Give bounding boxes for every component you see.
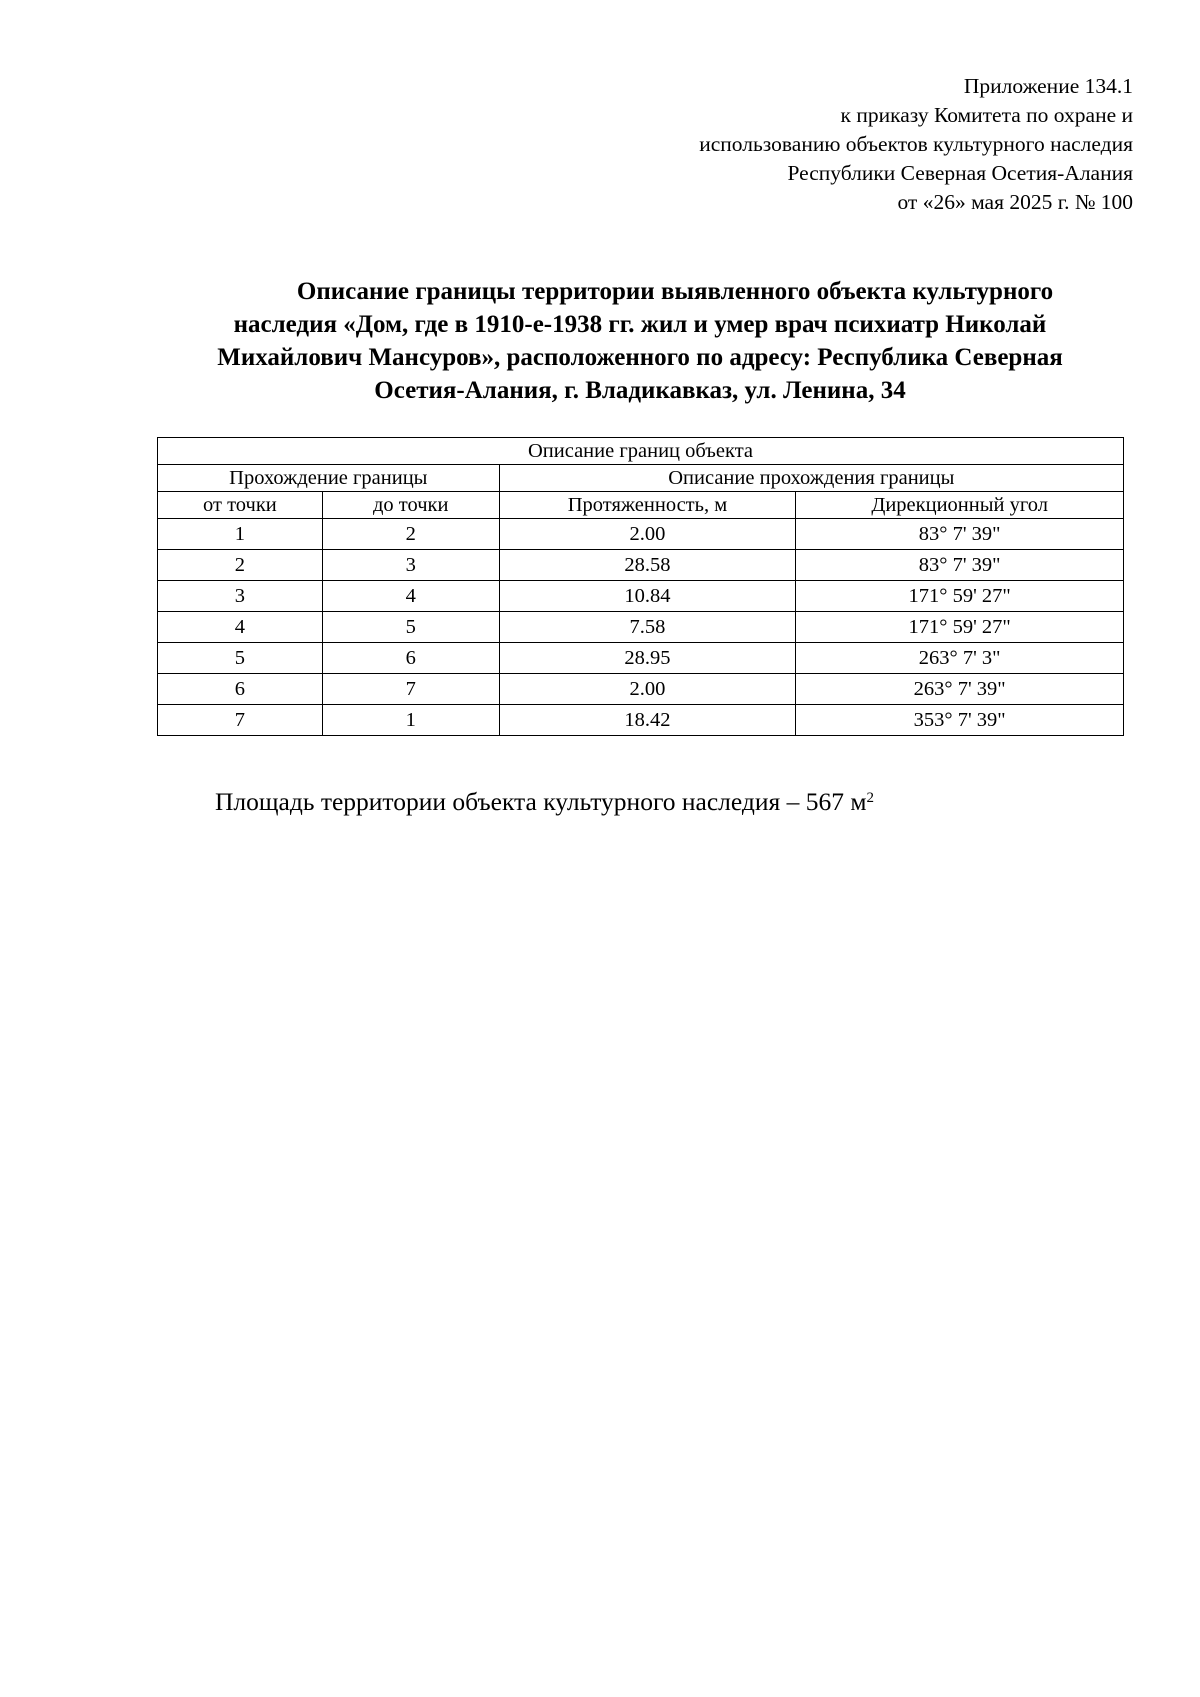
cell-from: 6 [158, 674, 323, 705]
appendix-header [699, 72, 1133, 217]
title-line: Осетия-Алания, г. Владикавказ, ул. Ленина, 34 [374, 377, 906, 404]
appendix-header-line: к приказу Комитета по охране и [840, 103, 1133, 127]
cell-from: 2 [158, 550, 323, 581]
group-header-description: Описание прохождения границы [499, 465, 1123, 492]
appendix-header-line: от «26» мая 2025 г. № 100 [897, 190, 1133, 214]
table-caption: Описание границ объекта [158, 438, 1124, 465]
table-row [158, 519, 1124, 550]
table-group-header-row [158, 465, 1124, 492]
cell-length: 28.58 [499, 550, 796, 581]
cell-angle: 83° 7' 39" [796, 519, 1124, 550]
boundary-table [157, 437, 1124, 736]
table-column-header-row [158, 492, 1124, 519]
column-header-angle: Дирекционный угол [796, 492, 1124, 519]
appendix-header-line: Республики Северная Осетия-Алания [787, 161, 1133, 185]
cell-angle: 263° 7' 39" [796, 674, 1124, 705]
cell-angle: 171° 59' 27" [796, 581, 1124, 612]
document-title [150, 275, 1130, 407]
cell-angle: 171° 59' 27" [796, 612, 1124, 643]
appendix-header-line: Приложение 134.1 [963, 74, 1133, 98]
cell-angle: 263° 7' 3" [796, 643, 1124, 674]
cell-angle: 353° 7' 39" [796, 705, 1124, 736]
area-unit-superscript: 2 [866, 790, 874, 806]
cell-from: 7 [158, 705, 323, 736]
table-row [158, 643, 1124, 674]
cell-from: 4 [158, 612, 323, 643]
column-header-length: Протяженность, м [499, 492, 796, 519]
cell-to: 5 [322, 612, 499, 643]
cell-length: 7.58 [499, 612, 796, 643]
cell-to: 6 [322, 643, 499, 674]
cell-length: 2.00 [499, 519, 796, 550]
cell-to: 2 [322, 519, 499, 550]
area-statement [215, 786, 874, 818]
cell-length: 18.42 [499, 705, 796, 736]
table-row [158, 550, 1124, 581]
cell-length: 28.95 [499, 643, 796, 674]
table-row [158, 674, 1124, 705]
table-row [158, 581, 1124, 612]
column-header-from: от точки [158, 492, 323, 519]
cell-from: 1 [158, 519, 323, 550]
cell-angle: 83° 7' 39" [796, 550, 1124, 581]
cell-to: 7 [322, 674, 499, 705]
cell-to: 3 [322, 550, 499, 581]
appendix-header-line: использованию объектов культурного наследия [699, 132, 1133, 156]
table-row [158, 612, 1124, 643]
cell-to: 1 [322, 705, 499, 736]
cell-from: 3 [158, 581, 323, 612]
title-line: наследия «Дом, где в 1910-е-1938 гг. жил и умер врач психиатр Николай [233, 311, 1047, 338]
table-row [158, 705, 1124, 736]
column-header-to: до точки [322, 492, 499, 519]
cell-from: 5 [158, 643, 323, 674]
area-text: Площадь территории объекта культурного наследия – 567 м [215, 787, 867, 816]
cell-length: 10.84 [499, 581, 796, 612]
cell-to: 4 [322, 581, 499, 612]
group-header-passage: Прохождение границы [158, 465, 500, 492]
title-line: Описание границы территории выявленного объекта культурного [296, 278, 1054, 305]
table-caption-row [158, 438, 1124, 465]
cell-length: 2.00 [499, 674, 796, 705]
title-line: Михайлович Мансуров», расположенного по адресу: Республика Северная [217, 344, 1063, 371]
